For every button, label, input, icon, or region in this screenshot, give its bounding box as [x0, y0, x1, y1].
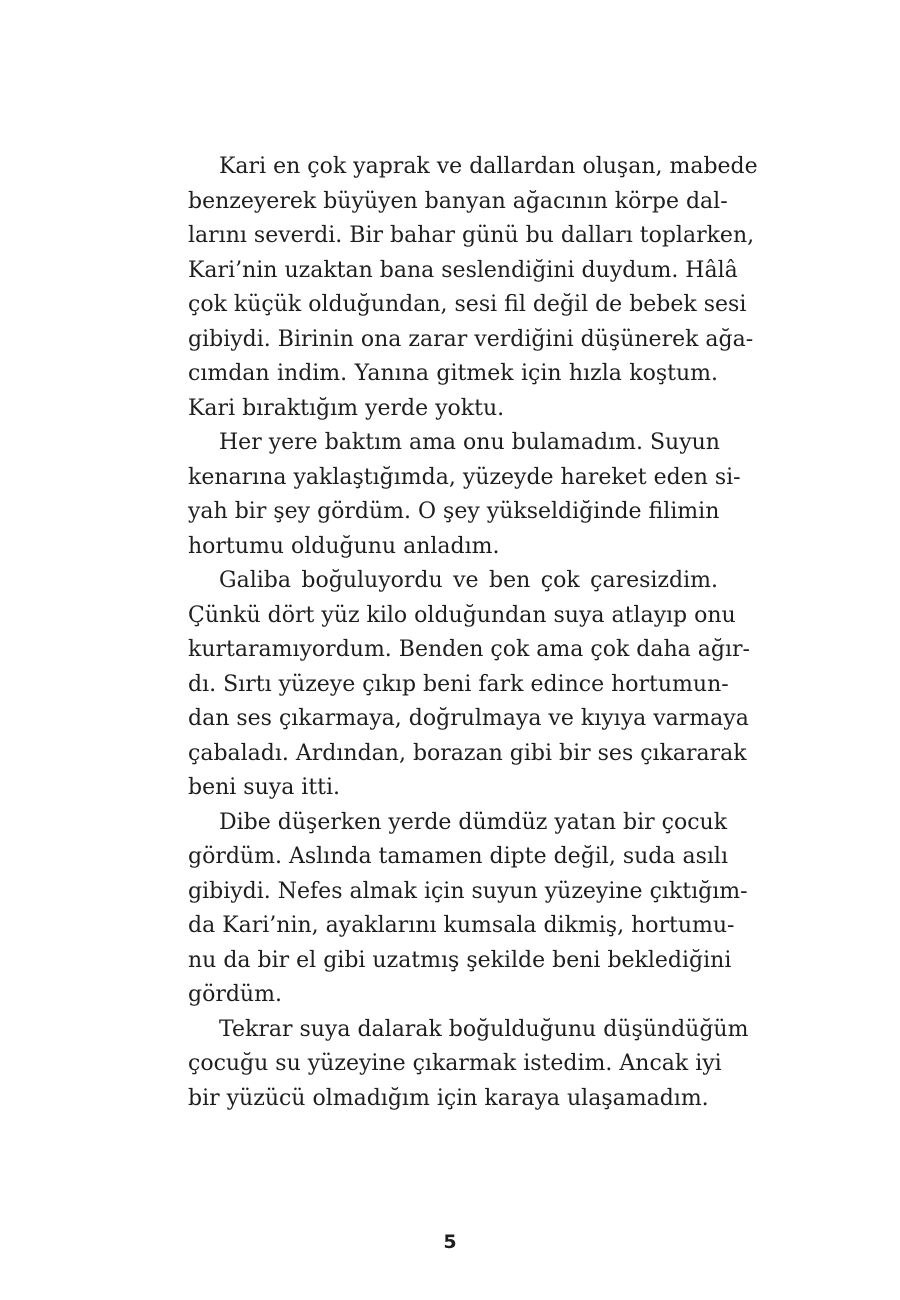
text-line: gördüm. Aslında tamamen dipte değil, suda asılı [188, 844, 728, 869]
text-line: Çünkü dört yüz kilo olduğundan suya atlayıp onu [188, 602, 736, 628]
text-line: gibiydi. Nefes almak için suyun yüzeyine çıktığım- [188, 878, 748, 904]
text-line: Her yere baktım ama onu bulamadım. Suyun [219, 430, 720, 455]
body-text [188, 150, 758, 1116]
text-line: çok küçük olduğundan, sesi fil değil de bebek sesi [188, 292, 747, 317]
text-line: benzeyerek büyüyen banyan ağacının körpe dal- [188, 188, 728, 214]
paragraph [188, 426, 741, 564]
page-number: 5 [443, 1231, 457, 1253]
text-line: cımdan indim. Yanına gitmek için hızla koştum. [188, 361, 718, 386]
text-line: dı. Sırtı yüzeye çıkıp beni fark edince hortumun- [188, 671, 729, 697]
text-line: hortumu olduğunu anladım. [188, 533, 500, 559]
text-line: larını severdi. Bir bahar günü bu dalları toplarken, [188, 223, 755, 248]
paragraph [188, 564, 750, 806]
text-line: gördüm. [188, 982, 282, 1007]
paragraph [188, 150, 758, 426]
text-line: Galiba boğuluyordu ve ben çok çaresizdim. [219, 568, 718, 593]
text-line: bir yüzücü olmadığım için karaya ulaşamadım. [188, 1085, 709, 1111]
text-line: beni suya itti. [188, 775, 341, 800]
text-line: kurtaramıyordum. Benden çok ama çok daha ağır- [188, 637, 750, 662]
text-line: Kari’nin uzaktan bana seslendiğini duydum. Hâlâ [188, 257, 738, 283]
text-line: yah bir şey gördüm. O şey yükseldiğinde filimin [188, 499, 720, 524]
text-line: gibiydi. Birinin ona zarar verdiğini düşünerek ağa- [188, 326, 754, 352]
text-line: kenarına yaklaştığımda, yüzeyde hareket eden si- [188, 464, 741, 490]
text-line: nu da bir el gibi uzatmış şekilde beni beklediğini [188, 947, 732, 973]
text-line: Tekrar suya dalarak boğulduğunu düşündüğüm [219, 1016, 749, 1042]
text-line: Kari en çok yaprak ve dallardan oluşan, mabede [219, 154, 758, 179]
text-line: Kari bıraktığım yerde yoktu. [188, 395, 505, 421]
text-line: çabaladı. Ardından, borazan gibi bir ses çıkararak [188, 740, 747, 766]
text-line: da Kari’nin, ayaklarını kumsala dikmiş, hortumu- [188, 913, 735, 938]
paragraph [188, 1013, 749, 1117]
text-line: dan ses çıkarmaya, doğrulmaya ve kıyıya varmaya [188, 706, 749, 731]
paragraph [188, 806, 748, 1013]
text-line: Dibe düşerken yerde dümdüz yatan bir çocuk [219, 809, 728, 835]
text-line: çocuğu su yüzeyine çıkarmak istedim. Ancak iyi [188, 1051, 722, 1076]
